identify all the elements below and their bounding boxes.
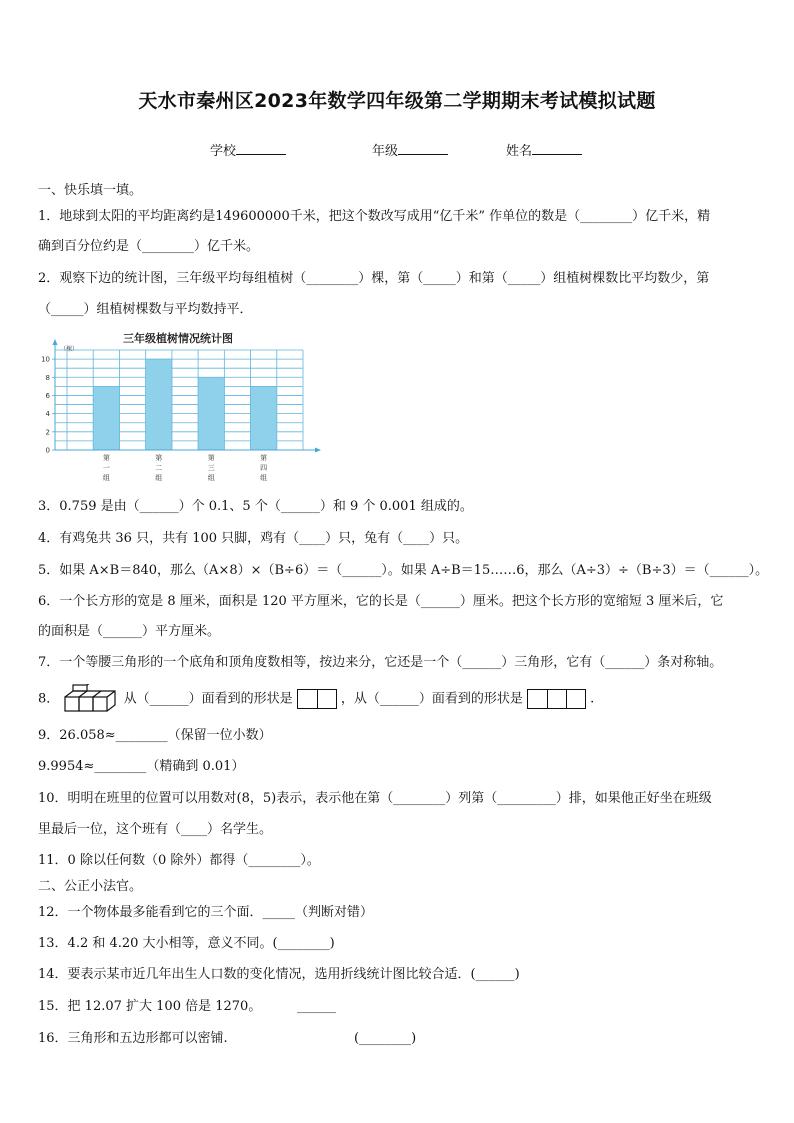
- y-tick-label: 0: [45, 446, 50, 455]
- section-heading-2: 二、公正小法官。: [38, 879, 143, 894]
- chart-title: 三年级植树情况统计图: [123, 332, 233, 345]
- section-heading-1: 一、快乐填一填。: [38, 183, 143, 198]
- question-6-line-2: 的面积是（______）平方厘米。: [38, 624, 221, 639]
- x-tick-label-4: 组: [260, 474, 268, 482]
- question-3: 3．0.759 是由（______）个 0.1、5 个（______）和 9 个 0.001 组成的。: [38, 499, 473, 514]
- x-tick-label-1: 第: [102, 454, 110, 462]
- bar-3: [198, 377, 224, 450]
- grade-field: [372, 140, 448, 159]
- name-field: [506, 140, 582, 159]
- question-15-blank[interactable]: ______: [297, 999, 336, 1014]
- school-field: [210, 140, 286, 159]
- question-10-line-1: 10．明明在班里的位置可以用数对(8，5)表示，表示他在第（________）列第（_________）排，如果他正好坐在班级: [38, 791, 712, 806]
- grade-label: 年级: [372, 144, 399, 159]
- question-12: 12．一个物体最多能看到它的三个面．_____（判断对错）: [38, 905, 374, 920]
- question-9-line-2: 9.9954≈________（精确到 0.01）: [38, 759, 245, 774]
- x-tick-label-4: 四: [260, 464, 268, 472]
- x-tick-label-3: 第: [207, 454, 215, 462]
- y-tick-label: 10: [41, 355, 50, 364]
- question-13: 13．4.2 和 4.20 大小相等，意义不同。(________): [38, 936, 335, 951]
- y-tick-label: 8: [45, 373, 50, 382]
- name-blank[interactable]: [532, 140, 582, 155]
- bar-1: [93, 386, 119, 450]
- x-tick-label-2: 第: [155, 454, 163, 462]
- x-tick-label-1: 一: [102, 464, 110, 472]
- question-1-line-2: 确到百分位约是（________）亿千米。: [38, 239, 260, 254]
- chart-y-axis-arrow: [53, 339, 58, 345]
- question-11: 11．0 除以任何数（0 除外）都得（________）。: [38, 853, 320, 868]
- question-8-part-1: 从（______）面看到的形状是: [123, 691, 293, 707]
- chart-y-ticks: [41, 356, 55, 455]
- question-15: 15．把 12.07 扩大 100 倍是 1270。: [38, 999, 262, 1014]
- y-tick-label: 6: [45, 391, 50, 400]
- question-9-line-1: 9．26.058≈________（保留一位小数）: [38, 728, 272, 743]
- question-2-line-2: （_____）组植树棵数与平均数持平．: [38, 302, 253, 317]
- view-shape-two-squares: [297, 689, 337, 709]
- grade-blank[interactable]: [398, 140, 448, 155]
- question-16-blank[interactable]: (________): [354, 1031, 417, 1046]
- view-shape-three-squares: [527, 689, 586, 709]
- question-6-line-1: 6．一个长方形的宽是 8 厘米，面积是 120 平方厘米，它的长是（______）厘米。把这个长方形的宽缩短 3 厘米后，它: [38, 594, 724, 609]
- question-7: 7．一个等腰三角形的一个底角和顶角度数相等，按边来分，它还是一个（______）三角形，它有（______）条对称轴。: [38, 655, 723, 670]
- y-tick-label: 2: [45, 428, 50, 437]
- question-14: 14．要表示某市近几年出生人口数的变化情况，选用折线统计图比较合适．(______): [38, 967, 520, 982]
- question-8-part-2: ，从（______）面看到的形状是: [340, 691, 523, 707]
- x-tick-label-3: 三: [207, 464, 215, 472]
- chart-x-ticks: [103, 453, 267, 482]
- question-8-end: .: [590, 691, 595, 707]
- cube-stack-figure: [63, 684, 119, 714]
- question-8-number: 8．: [38, 691, 60, 707]
- question-1-line-1: 1．地球到太阳的平均距离约是149600000千米，把这个数改写成用“亿千米” 作单位的数是（________）亿千米，精: [38, 209, 711, 224]
- question-10-line-2: 里最后一位，这个班有（____）名学生。: [38, 822, 273, 837]
- x-tick-label-2: 组: [155, 474, 163, 482]
- x-tick-label-1: 组: [102, 474, 110, 482]
- x-tick-label-3: 组: [207, 474, 215, 482]
- question-4: 4．有鸡兔共 36 只，共有 100 只脚，鸡有（____）只，兔有（____）只。: [38, 531, 469, 546]
- x-tick-label-4: 第: [260, 454, 268, 462]
- question-2-line-1: 2．观察下边的统计图，三年级平均每组植树（________）棵，第（_____）和第（_____）组植树棵数比平均数少，第: [38, 271, 710, 286]
- bar-4: [251, 386, 277, 450]
- school-label: 学校: [210, 144, 237, 159]
- page-title: 天水市秦州区2023年数学四年级第二学期期末考试模拟试题: [138, 90, 656, 112]
- question-5: 5．如果 A×B＝840，那么（A×8）×（B÷6）＝（______）。如果 A÷B＝15……6，那么（A÷3）÷（B÷3）＝（______）。: [38, 563, 769, 578]
- x-tick-label-2: 二: [155, 464, 163, 472]
- question-8: [38, 684, 594, 714]
- school-blank[interactable]: [236, 140, 286, 155]
- bar-chart: [40, 326, 330, 488]
- name-label: 姓名: [506, 144, 533, 159]
- question-16: 16．三角形和五边形都可以密铺.: [38, 1031, 228, 1046]
- chart-y-label: （棵）: [60, 346, 79, 353]
- y-tick-label: 4: [45, 410, 50, 419]
- chart-x-axis-arrow: [315, 448, 321, 453]
- bar-2: [146, 359, 172, 450]
